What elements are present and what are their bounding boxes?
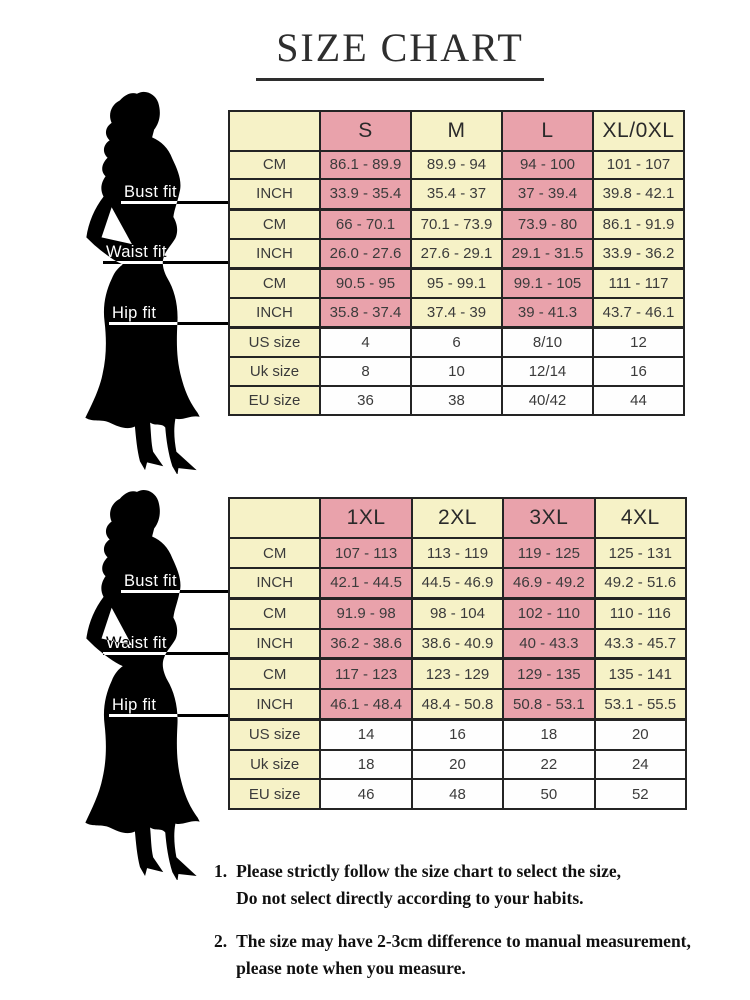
hip-fit-label: Hip fit — [112, 304, 157, 322]
table-cell: 48 — [412, 779, 503, 809]
table-cell: 110 - 116 — [595, 598, 686, 628]
table-cell: 107 - 113 — [320, 538, 411, 568]
us-size-row — [229, 328, 684, 358]
row-label: INCH — [229, 179, 320, 209]
bust-fit-leader-line — [121, 590, 228, 593]
bust-inch-row — [229, 179, 684, 209]
note-line: Do not select directly according to your habits. — [236, 888, 584, 908]
table-cell: 8/10 — [502, 328, 593, 358]
table-cell: 95 - 99.1 — [411, 268, 502, 298]
table-cell: 86.1 - 89.9 — [320, 151, 411, 180]
table-cell: 6 — [411, 328, 502, 358]
table-cell: 37.4 - 39 — [411, 298, 502, 328]
table-cell: 20 — [412, 750, 503, 780]
table-cell: 20 — [595, 720, 686, 750]
table-cell: 111 - 117 — [593, 268, 684, 298]
note-line: Please strictly follow the size chart to select the size, — [236, 861, 621, 881]
table-cell: 119 - 125 — [503, 538, 594, 568]
row-label: INCH — [229, 568, 320, 598]
column-header: L — [502, 111, 593, 151]
woman-silhouette-top — [56, 86, 228, 474]
table-cell: 94 - 100 — [502, 151, 593, 180]
row-label: CM — [229, 268, 320, 298]
bust-inch-row — [229, 568, 686, 598]
waist-fit-label: Waist fit — [106, 634, 167, 652]
table-cell: 44.5 - 46.9 — [412, 568, 503, 598]
table-cell: 46.9 - 49.2 — [503, 568, 594, 598]
table-cell: 37 - 39.4 — [502, 179, 593, 209]
row-label: Uk size — [229, 750, 320, 780]
table-header-row — [229, 498, 686, 538]
row-label: CM — [229, 209, 320, 239]
table-header-row — [229, 111, 684, 151]
row-label: CM — [229, 659, 320, 689]
note-text — [236, 858, 621, 912]
table-cell: 24 — [595, 750, 686, 780]
table-cell: 46 — [320, 779, 411, 809]
size-notes — [214, 858, 742, 998]
size-table-plus — [228, 497, 687, 810]
note-1 — [214, 858, 742, 912]
table-cell: 73.9 - 80 — [502, 209, 593, 239]
table-cell: 38.6 - 40.9 — [412, 629, 503, 659]
table-cell: 33.9 - 35.4 — [320, 179, 411, 209]
corner-cell — [229, 111, 320, 151]
table-cell: 49.2 - 51.6 — [595, 568, 686, 598]
corner-cell — [229, 498, 320, 538]
bust-cm-row — [229, 151, 684, 180]
column-header: 4XL — [595, 498, 686, 538]
page-title: SIZE CHART — [256, 24, 544, 81]
table-cell: 129 - 135 — [503, 659, 594, 689]
table-cell: 102 - 110 — [503, 598, 594, 628]
table-cell: 36.2 - 38.6 — [320, 629, 411, 659]
table-cell: 113 - 119 — [412, 538, 503, 568]
eu-size-row — [229, 779, 686, 809]
table-cell: 40 - 43.3 — [503, 629, 594, 659]
waist-fit-leader-line — [103, 652, 228, 655]
row-label: CM — [229, 151, 320, 180]
waist-cm-row — [229, 209, 684, 239]
column-header: 2XL — [412, 498, 503, 538]
column-header: S — [320, 111, 411, 151]
row-label: EU size — [229, 779, 320, 809]
table-cell: 52 — [595, 779, 686, 809]
note-text — [236, 928, 691, 982]
table-cell: 42.1 - 44.5 — [320, 568, 411, 598]
hip-cm-row — [229, 268, 684, 298]
column-header: M — [411, 111, 502, 151]
row-label: EU size — [229, 386, 320, 415]
bust-cm-row — [229, 538, 686, 568]
bust-fit-label: Bust fit — [124, 572, 177, 590]
table-cell: 12 — [593, 328, 684, 358]
hip-fit-label: Hip fit — [112, 696, 157, 714]
hip-fit-leader-line — [109, 714, 228, 717]
waist-cm-row — [229, 598, 686, 628]
table-cell: 33.9 - 36.2 — [593, 239, 684, 269]
table-cell: 70.1 - 73.9 — [411, 209, 502, 239]
table-cell: 125 - 131 — [595, 538, 686, 568]
table-cell: 91.9 - 98 — [320, 598, 411, 628]
column-header: 1XL — [320, 498, 411, 538]
table-cell: 39 - 41.3 — [502, 298, 593, 328]
note-2 — [214, 928, 742, 982]
table-cell: 18 — [320, 750, 411, 780]
row-label: INCH — [229, 629, 320, 659]
table-cell: 66 - 70.1 — [320, 209, 411, 239]
row-label: CM — [229, 538, 320, 568]
us-size-row — [229, 720, 686, 750]
table-cell: 8 — [320, 357, 411, 386]
table-cell: 44 — [593, 386, 684, 415]
table-cell: 40/42 — [502, 386, 593, 415]
column-header: 3XL — [503, 498, 594, 538]
woman-silhouette-bottom — [56, 484, 228, 880]
table-cell: 26.0 - 27.6 — [320, 239, 411, 269]
note-line: The size may have 2-3cm difference to manual measurement, — [236, 931, 691, 951]
hip-inch-row — [229, 298, 684, 328]
uk-size-row — [229, 357, 684, 386]
table-cell: 123 - 129 — [412, 659, 503, 689]
table-cell: 18 — [503, 720, 594, 750]
table-cell: 43.7 - 46.1 — [593, 298, 684, 328]
table-cell: 38 — [411, 386, 502, 415]
table-cell: 4 — [320, 328, 411, 358]
table-cell: 53.1 - 55.5 — [595, 689, 686, 719]
row-label: CM — [229, 598, 320, 628]
eu-size-row — [229, 386, 684, 415]
hip-fit-leader-line — [109, 322, 228, 325]
table-cell: 101 - 107 — [593, 151, 684, 180]
table-cell: 50 — [503, 779, 594, 809]
table-cell: 89.9 - 94 — [411, 151, 502, 180]
table-cell: 46.1 - 48.4 — [320, 689, 411, 719]
waist-fit-leader-line — [103, 261, 228, 264]
table-cell: 86.1 - 91.9 — [593, 209, 684, 239]
table-cell: 35.4 - 37 — [411, 179, 502, 209]
table-cell: 22 — [503, 750, 594, 780]
waist-inch-row — [229, 629, 686, 659]
table-cell: 135 - 141 — [595, 659, 686, 689]
table-cell: 35.8 - 37.4 — [320, 298, 411, 328]
table-cell: 27.6 - 29.1 — [411, 239, 502, 269]
hip-cm-row — [229, 659, 686, 689]
table-cell: 98 - 104 — [412, 598, 503, 628]
table-cell: 117 - 123 — [320, 659, 411, 689]
waist-fit-label: Waist fit — [106, 243, 167, 261]
table-cell: 16 — [593, 357, 684, 386]
column-header: XL/0XL — [593, 111, 684, 151]
table-cell: 90.5 - 95 — [320, 268, 411, 298]
hip-inch-row — [229, 689, 686, 719]
table-cell: 12/14 — [502, 357, 593, 386]
row-label: INCH — [229, 689, 320, 719]
table-cell: 14 — [320, 720, 411, 750]
table-cell: 50.8 - 53.1 — [503, 689, 594, 719]
table-cell: 43.3 - 45.7 — [595, 629, 686, 659]
note-number: 1. — [214, 861, 228, 881]
table-cell: 36 — [320, 386, 411, 415]
row-label: Uk size — [229, 357, 320, 386]
table-cell: 39.8 - 42.1 — [593, 179, 684, 209]
table-cell: 16 — [412, 720, 503, 750]
waist-inch-row — [229, 239, 684, 269]
note-line: please note when you measure. — [236, 958, 466, 978]
table-cell: 10 — [411, 357, 502, 386]
size-table-regular — [228, 110, 685, 416]
row-label: US size — [229, 328, 320, 358]
table-cell: 99.1 - 105 — [502, 268, 593, 298]
table-cell: 48.4 - 50.8 — [412, 689, 503, 719]
row-label: INCH — [229, 239, 320, 269]
row-label: INCH — [229, 298, 320, 328]
row-label: US size — [229, 720, 320, 750]
note-number: 2. — [214, 931, 228, 951]
table-cell: 29.1 - 31.5 — [502, 239, 593, 269]
bust-fit-leader-line — [121, 201, 228, 204]
bust-fit-label: Bust fit — [124, 183, 177, 201]
uk-size-row — [229, 750, 686, 780]
